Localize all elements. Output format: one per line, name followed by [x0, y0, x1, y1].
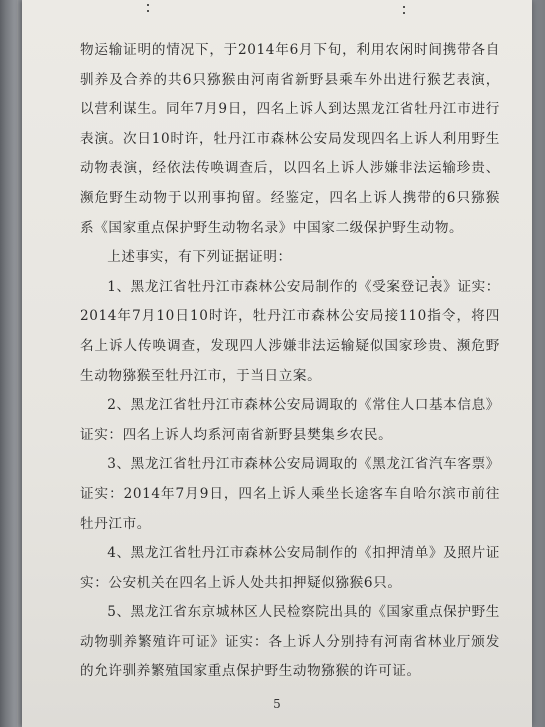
binding-edge: [17, 0, 18, 727]
scan-speck: [403, 6, 405, 8]
document-body: [80, 36, 500, 687]
body-paragraph: 物运输证明的情况下，于2014年6月下旬，利用农闲时间携带各自驯养及合养的共6只猕猴由河南省新野县乘车外出进行猴艺表演，以营利谋生。同年7月9日，四名上诉人到达黑龙江省牡丹江市进行表演。次日10时许，牡丹江市森林公安局发现四名上诉人利用野生动物表演，经依法传唤调查后，以四名上诉人涉嫌非法运输珍贵、濒危野生动物于以刑事拘留。经鉴定，四名上诉人携带的6只猕猴系《国家重点保护野生动物名录》中国家二级保护野生动物。: [80, 42, 500, 236]
evidence-item-2: 2、黑龙江省牡丹江市森林公安局调取的《常住人口基本信息》证实：四名上诉人均系河南省新野县樊集乡农民。: [80, 397, 500, 443]
evidence-intro: 上述事实，有下列证据证明：: [107, 249, 292, 266]
page-number: 5: [273, 697, 281, 711]
scan-speck: [147, 4, 149, 6]
evidence-item-3: 3、黑龙江省牡丹江市森林公安局调取的《黑龙江省汽车客票》证实：2014年7月9日，四名上诉人乘坐长途客车自哈尔滨市前往牡丹江市。: [80, 456, 500, 532]
evidence-item-4: 4、黑龙江省牡丹江市森林公安局制作的《扣押清单》及照片证实：公安机关在四名上诉人处共扣押疑似猕猴6只。: [80, 545, 500, 591]
document-page: [22, 0, 532, 727]
evidence-item-1: 1、黑龙江省牡丹江市森林公安局制作的《受案登记表》证实：2014年7月10日10时许，牡丹江市森林公安局接110指令，将四名上诉人传唤调查，发现四人涉嫌非法运输疑似国家珍贵、濒危野生动物猕猴至牡丹江市，于当日立案。: [80, 278, 500, 384]
evidence-item-5: 5、黑龙江省东京城林区人民检察院出具的《国家重点保护野生动物驯养繁殖许可证》证实：各上诉人分别持有河南省林业厅颁发的允许驯养繁殖国家重点保护野生动物猕猴的许可证。: [80, 604, 500, 680]
scan-speck: [403, 12, 405, 14]
scan-speck: [147, 10, 149, 12]
